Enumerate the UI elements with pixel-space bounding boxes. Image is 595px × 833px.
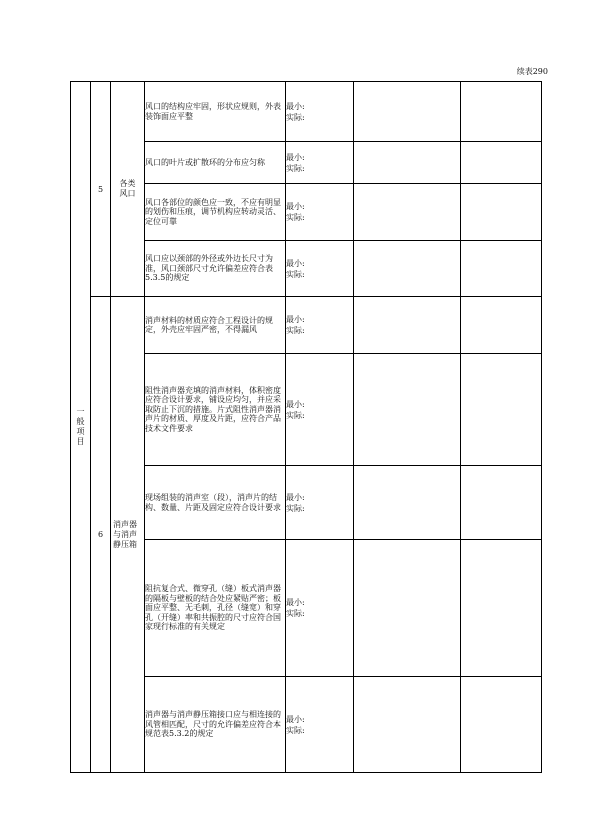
result-cell[interactable] (354, 241, 461, 297)
requirement-text: 风口各部位的颜色应一致，不应有明显的划伤和压痕，调节机构应转动灵活、定位可靠 (145, 184, 286, 241)
remark-cell[interactable] (461, 297, 542, 354)
remark-cell[interactable] (461, 184, 542, 241)
inspection-table (70, 81, 542, 773)
table-row (71, 297, 542, 354)
result-cell[interactable] (354, 540, 461, 677)
remark-cell[interactable] (461, 354, 542, 466)
requirement-text: 阻抗复合式、微穿孔（缝）板式消声器的隔板与壁板的结合处应紧贴严密；板面应平整、无毛刺，孔径（缝宽）和穿孔（开缝）率和共振腔的尺寸应符合国家现行标准的有关规定 (145, 540, 286, 677)
result-cell[interactable] (354, 677, 461, 773)
result-cell[interactable] (354, 354, 461, 466)
requirement-text: 风口的结构应牢固，形状应规则，外表装饰面应平整 (145, 82, 286, 142)
continued-label: 续表290 (516, 67, 548, 76)
remark-cell[interactable] (461, 142, 542, 184)
result-cell[interactable] (354, 82, 461, 142)
result-cell[interactable] (354, 184, 461, 241)
table-row (71, 82, 542, 142)
measure-cell: 最小: 实际: (286, 297, 354, 354)
group-number: 6 (91, 297, 111, 773)
group-number: 5 (91, 82, 111, 297)
measure-cell: 最小: 实际: (286, 241, 354, 297)
result-cell[interactable] (354, 466, 461, 540)
measure-cell: 最小: 实际: (286, 466, 354, 540)
result-cell[interactable] (354, 142, 461, 184)
requirement-text: 消声材料的材质应符合工程设计的规定，外壳应牢固严密，不得漏风 (145, 297, 286, 354)
result-cell[interactable] (354, 297, 461, 354)
general-items-label: 一般项目 (71, 82, 91, 773)
requirement-text: 消声器与消声静压箱接口应与相连接的风管相匹配，尺寸的允许偏差应符合本规范表5.3.2的规定 (145, 677, 286, 773)
remark-cell[interactable] (461, 466, 542, 540)
measure-cell: 最小: 实际: (286, 82, 354, 142)
remark-cell[interactable] (461, 677, 542, 773)
remark-cell[interactable] (461, 82, 542, 142)
group-category: 各类风口 (111, 82, 145, 297)
measure-cell: 最小: 实际: (286, 184, 354, 241)
requirement-text: 现场组装的消声室（段），消声片的结构、数量、片距及固定应符合设计要求 (145, 466, 286, 540)
group-category: 消声器与消声静压箱 (111, 297, 145, 773)
requirement-text: 风口的叶片或扩散环的分布应匀称 (145, 142, 286, 184)
requirement-text: 阻性消声器充填的消声材料，体积密度应符合设计要求，铺设应均匀，并应采取防止下沉的措施。片式阻性消声器消声片的材质、厚度及片距，应符合产品技术文件要求 (145, 354, 286, 466)
remark-cell[interactable] (461, 241, 542, 297)
measure-cell: 最小: 实际: (286, 677, 354, 773)
remark-cell[interactable] (461, 540, 542, 677)
measure-cell: 最小: 实际: (286, 540, 354, 677)
requirement-text: 风口应以颈部的外径或外边长尺寸为准，风口颈部尺寸允许偏差应符合表5.3.5的规定 (145, 241, 286, 297)
measure-cell: 最小: 实际: (286, 142, 354, 184)
measure-cell: 最小: 实际: (286, 354, 354, 466)
